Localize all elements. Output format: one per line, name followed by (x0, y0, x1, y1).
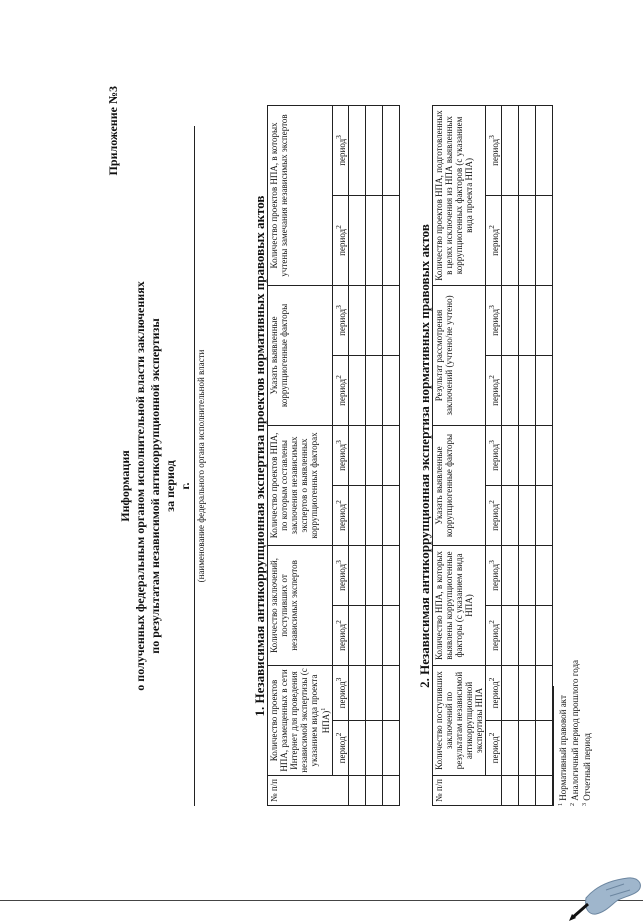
period-text: период (490, 563, 500, 591)
col-header: Количество проектов НПА, по которым составлены заключения независимых экспертов о выявленных коррупциогенных факторах (268, 425, 333, 545)
table-row (349, 105, 366, 805)
period-cell (486, 485, 502, 545)
period-cell (333, 105, 349, 195)
footnote-num: 1 (558, 803, 564, 806)
section-2-table (432, 105, 553, 806)
period-cell (486, 721, 502, 776)
section-1-table (267, 105, 400, 806)
period-text: период (490, 736, 500, 764)
period-sup: 2 (487, 500, 496, 504)
table-row (383, 105, 400, 805)
period-sup: 2 (487, 732, 496, 737)
title-line-1: Информация (118, 450, 132, 522)
period-cell (486, 285, 502, 355)
period-text: период (490, 503, 500, 531)
table-row (366, 105, 383, 805)
title-line-2: о полученных федеральным органом исполнительной власти заключениях (133, 281, 147, 691)
period-sup: 2 (487, 375, 496, 379)
document-title (118, 146, 193, 826)
period-sup: 3 (487, 305, 496, 309)
period-sup: 2 (487, 225, 496, 229)
col-header: Количество поступивших заключений по результатам независимой антикоррупционной экспертизы НПА (433, 665, 486, 775)
period-sup: 2 (487, 620, 496, 624)
period-text: период (490, 681, 500, 709)
period-sup: 2 (334, 500, 343, 504)
period-text: период (490, 443, 500, 471)
appendix-label: Приложение №3 (106, 86, 120, 176)
footnote-2 (568, 446, 580, 806)
period-cell (333, 545, 349, 605)
period-text: период (337, 443, 347, 471)
table-row (536, 105, 553, 805)
period-text: период (337, 623, 347, 651)
period-text: период (490, 308, 500, 336)
period-text: период (337, 563, 347, 591)
period-row (333, 105, 349, 805)
period-cell (333, 485, 349, 545)
period-text: период (337, 308, 347, 336)
title-line-5: г. (178, 482, 192, 490)
footnote-ref: 1 (321, 707, 327, 711)
agency-caption: (наименование федерального органа исполнительной власти (196, 349, 206, 583)
pen-hand-icon (566, 868, 643, 922)
period-sup: 3 (487, 560, 496, 564)
table-header-row (433, 105, 486, 805)
agency-underline (194, 126, 195, 806)
period-cell (486, 545, 502, 605)
col-header-text: Количество проектов НПА, размещенных в сети Интернет для проведения независимой экспертизы (с указанием вида проекта НПА) (269, 668, 331, 773)
table-row (519, 105, 536, 805)
period-cell (333, 721, 349, 776)
col-header: Указать выявленные коррупциогенные факторы (268, 285, 333, 425)
period-cell (333, 605, 349, 665)
col-header: Количество заключений, поступивших от независимых экспертов (268, 545, 333, 665)
table-header-row (268, 105, 333, 805)
section-2-title: 2. Независимая антикоррупционная экспертиза нормативных правовых актов (417, 224, 432, 688)
rotated-document (78, 66, 618, 866)
period-sup: 2 (334, 732, 343, 737)
period-cell (486, 195, 502, 285)
period-sup: 3 (334, 440, 343, 444)
footnote-num: 2 (570, 803, 576, 806)
col-header: Количество НПА, в которых выявлены коррупциогенные факторы (с указанием вида НПА) (433, 545, 486, 665)
period-sup: 2 (334, 225, 343, 229)
footnote-1 (556, 446, 568, 806)
period-sup: 3 (487, 440, 496, 444)
period-cell (486, 425, 502, 485)
col-header: Количество проектов НПА, в которых учтены замечания независимых экспертов (268, 105, 333, 285)
period-cell (333, 285, 349, 355)
period-text: период (337, 378, 347, 406)
period-row (486, 105, 502, 805)
col-header (268, 665, 333, 775)
period-cell (486, 665, 502, 720)
col-header: Результат рассмотрения заключений (учтено/не учтено) (433, 285, 486, 425)
period-sup: 3 (334, 677, 343, 682)
period-text: период (490, 138, 500, 166)
period-cell (486, 605, 502, 665)
period-sup: 2 (487, 677, 496, 682)
period-sup: 3 (334, 135, 343, 139)
footnote-num: 3 (582, 803, 588, 806)
col-header: Указать выявленные коррупциогенные факторы (433, 425, 486, 545)
period-cell (333, 665, 349, 720)
period-sup: 3 (334, 305, 343, 309)
page-bottom-edge (0, 900, 643, 901)
title-line-3: по результатам независимой антикоррупционной экспертизы (148, 318, 162, 654)
footnote-rule (553, 686, 554, 806)
period-text: период (337, 503, 347, 531)
period-text: период (490, 623, 500, 651)
period-cell (333, 195, 349, 285)
footnote-text: Отчетный период (582, 732, 592, 801)
period-text: период (337, 228, 347, 256)
period-sup: 3 (487, 135, 496, 139)
period-cell (486, 105, 502, 195)
footnotes (556, 446, 592, 806)
col-number-header: № п/п (268, 776, 349, 806)
title-line-4: за период (163, 460, 177, 512)
col-number-header: № п/п (433, 776, 502, 806)
period-text: период (337, 681, 347, 709)
period-text: период (490, 378, 500, 406)
section-1-title: 1. Независимая антикоррупционная экспертиза проектов нормативных правовых актов (252, 195, 267, 717)
footnote-text: Нормативный правовой акт (558, 695, 568, 801)
period-cell (333, 355, 349, 425)
period-sup: 3 (334, 560, 343, 564)
period-sup: 2 (334, 375, 343, 379)
footnote-text: Аналогичный период прошлого года (570, 659, 580, 801)
period-cell (486, 355, 502, 425)
period-text: период (337, 736, 347, 764)
period-sup: 2 (334, 620, 343, 624)
col-header: Количество проектов НПА, подготовленных в целях исключения из НПА выявленных коррупциогенных факторов (с указанием вида проекта НПА) (433, 105, 486, 285)
period-text: период (337, 138, 347, 166)
period-text: период (490, 228, 500, 256)
period-cell (333, 425, 349, 485)
table-row (502, 105, 519, 805)
footnote-3 (580, 446, 592, 806)
